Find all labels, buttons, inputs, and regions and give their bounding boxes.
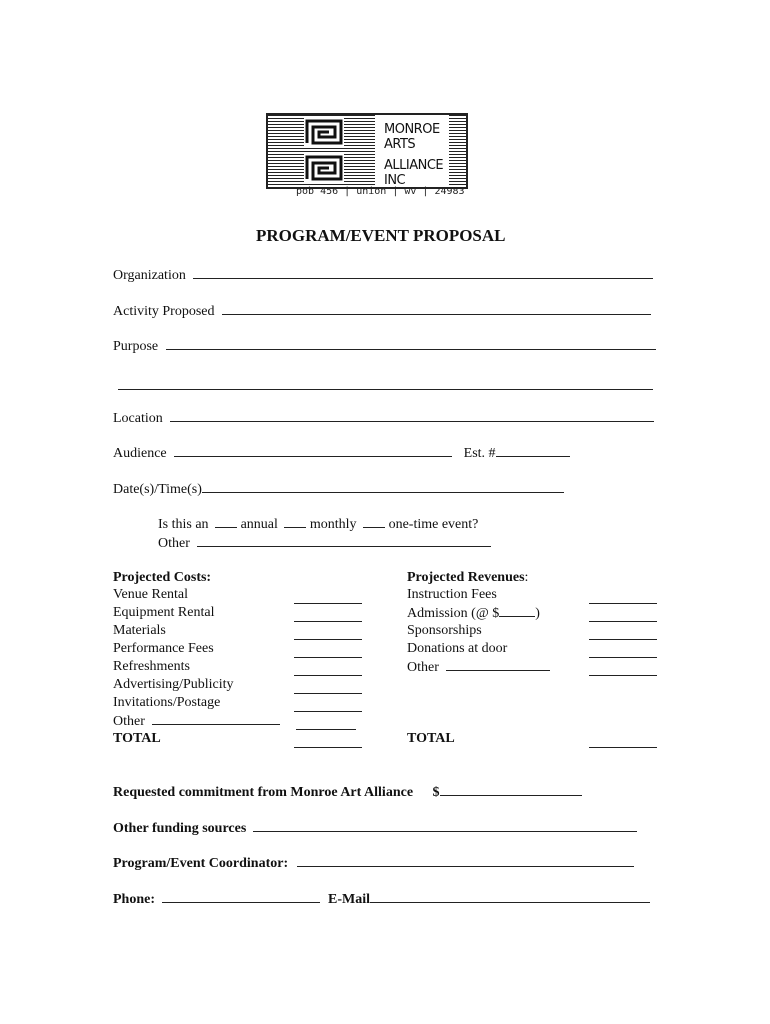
location-row bbox=[113, 410, 654, 427]
activity-row bbox=[113, 303, 651, 320]
cost-equipment-amount[interactable] bbox=[294, 610, 362, 622]
onetime-checkbox[interactable] bbox=[363, 516, 385, 528]
logo-row-bottom bbox=[268, 151, 466, 188]
other-funding-row bbox=[113, 820, 637, 837]
cost-materials-amount[interactable] bbox=[294, 628, 362, 640]
frequency-other-field[interactable] bbox=[197, 535, 491, 547]
requested-label: Requested commitment from Monroe Art Alliance bbox=[113, 785, 414, 800]
email-label: E-Mail bbox=[328, 892, 370, 907]
frequency-prefix: Is this an bbox=[158, 517, 209, 532]
monthly-label: monthly bbox=[309, 517, 357, 532]
activity-field[interactable] bbox=[222, 303, 651, 315]
spiral-icon bbox=[304, 118, 344, 146]
audience-row bbox=[113, 445, 570, 462]
onetime-label: one-time event? bbox=[388, 517, 479, 532]
admission-price-field[interactable] bbox=[499, 605, 535, 617]
dates-label: Date(s)/Time(s) bbox=[113, 482, 202, 497]
phone-label: Phone: bbox=[113, 892, 155, 907]
revenues-heading: Projected Revenues bbox=[407, 570, 525, 585]
cost-invitations: Invitations/Postage bbox=[113, 695, 221, 710]
other-funding-label: Other funding sources bbox=[113, 821, 247, 836]
cost-materials: Materials bbox=[113, 623, 166, 638]
organization-row bbox=[113, 267, 653, 284]
dates-field[interactable] bbox=[202, 481, 564, 493]
purpose-row bbox=[113, 338, 656, 355]
monroe-arts-logo bbox=[266, 113, 466, 199]
revenues-heading-row bbox=[407, 570, 528, 586]
location-field[interactable] bbox=[170, 410, 654, 422]
purpose-field[interactable] bbox=[166, 338, 656, 350]
est-field[interactable] bbox=[496, 445, 570, 457]
cost-other-amount[interactable] bbox=[296, 718, 356, 730]
frequency-row bbox=[158, 516, 478, 533]
organization-field[interactable] bbox=[193, 267, 653, 279]
coordinator-field[interactable] bbox=[297, 855, 634, 867]
cost-other-label: Other bbox=[113, 714, 145, 729]
dates-row bbox=[113, 481, 564, 498]
revenue-sponsorships-amount[interactable] bbox=[589, 628, 657, 640]
revenue-instruction: Instruction Fees bbox=[407, 587, 497, 602]
revenues-total-amount[interactable] bbox=[589, 736, 657, 748]
monthly-checkbox[interactable] bbox=[284, 516, 306, 528]
costs-total-label: TOTAL bbox=[113, 731, 161, 746]
frequency-other-label: Other bbox=[158, 536, 190, 551]
costs-total-amount[interactable] bbox=[294, 736, 362, 748]
cost-other-row bbox=[113, 713, 280, 730]
spiral-icon bbox=[304, 154, 344, 182]
annual-label: annual bbox=[240, 517, 278, 532]
annual-checkbox[interactable] bbox=[215, 516, 237, 528]
logo-line1: MONROE ARTS bbox=[384, 122, 440, 152]
costs-heading: Projected Costs: bbox=[113, 570, 212, 585]
cost-other-field[interactable] bbox=[152, 713, 280, 725]
revenue-other-field[interactable] bbox=[446, 659, 550, 671]
revenues-heading-colon: : bbox=[524, 570, 529, 585]
cost-advertising: Advertising/Publicity bbox=[113, 677, 234, 692]
revenues-total-label: TOTAL bbox=[407, 731, 455, 746]
cost-performance: Performance Fees bbox=[113, 641, 214, 656]
logo-frame bbox=[266, 113, 468, 189]
purpose-continued-row bbox=[118, 378, 653, 395]
activity-label: Activity Proposed bbox=[113, 304, 215, 319]
cost-advertising-amount[interactable] bbox=[294, 682, 362, 694]
audience-field[interactable] bbox=[174, 445, 452, 457]
purpose-field-line2[interactable] bbox=[118, 378, 653, 390]
revenue-sponsorships: Sponsorships bbox=[407, 623, 482, 638]
coordinator-row bbox=[113, 855, 634, 872]
cost-invitations-amount[interactable] bbox=[294, 700, 362, 712]
frequency-other-row bbox=[158, 535, 491, 552]
email-field[interactable] bbox=[370, 891, 650, 903]
cost-refreshments: Refreshments bbox=[113, 659, 190, 674]
revenue-admission-amount[interactable] bbox=[589, 610, 657, 622]
page-title: PROGRAM/EVENT PROPOSAL bbox=[256, 226, 506, 245]
cost-venue-amount[interactable] bbox=[294, 592, 362, 604]
audience-label: Audience bbox=[113, 446, 167, 461]
location-label: Location bbox=[113, 411, 163, 426]
purpose-label: Purpose bbox=[113, 339, 159, 354]
phone-field[interactable] bbox=[162, 891, 320, 903]
est-label: Est. # bbox=[463, 446, 496, 461]
contact-row bbox=[113, 891, 650, 908]
requested-amount-field[interactable] bbox=[440, 784, 582, 796]
revenue-admission-label: Admission (@ $ bbox=[407, 606, 500, 621]
organization-label: Organization bbox=[113, 268, 186, 283]
requested-row bbox=[113, 784, 582, 801]
revenue-other-amount[interactable] bbox=[589, 664, 657, 676]
revenue-other-row bbox=[407, 659, 550, 676]
revenue-instruction-amount[interactable] bbox=[589, 592, 657, 604]
logo-address: pob 456 | union | wv | 24983 bbox=[296, 186, 465, 197]
requested-dollar: $ bbox=[432, 785, 440, 800]
revenue-donations: Donations at door bbox=[407, 641, 508, 656]
cost-equipment: Equipment Rental bbox=[113, 605, 215, 620]
logo-row-top bbox=[268, 115, 466, 152]
revenue-admission-row bbox=[407, 605, 540, 622]
cost-venue: Venue Rental bbox=[113, 587, 189, 602]
revenue-other-label: Other bbox=[407, 660, 439, 675]
cost-refreshments-amount[interactable] bbox=[294, 664, 362, 676]
cost-performance-amount[interactable] bbox=[294, 646, 362, 658]
logo-line2: ALLIANCE INC bbox=[384, 158, 444, 188]
other-funding-field[interactable] bbox=[253, 820, 637, 832]
admission-close-paren: ) bbox=[535, 606, 540, 621]
revenue-donations-amount[interactable] bbox=[589, 646, 657, 658]
coordinator-label: Program/Event Coordinator: bbox=[113, 856, 289, 871]
